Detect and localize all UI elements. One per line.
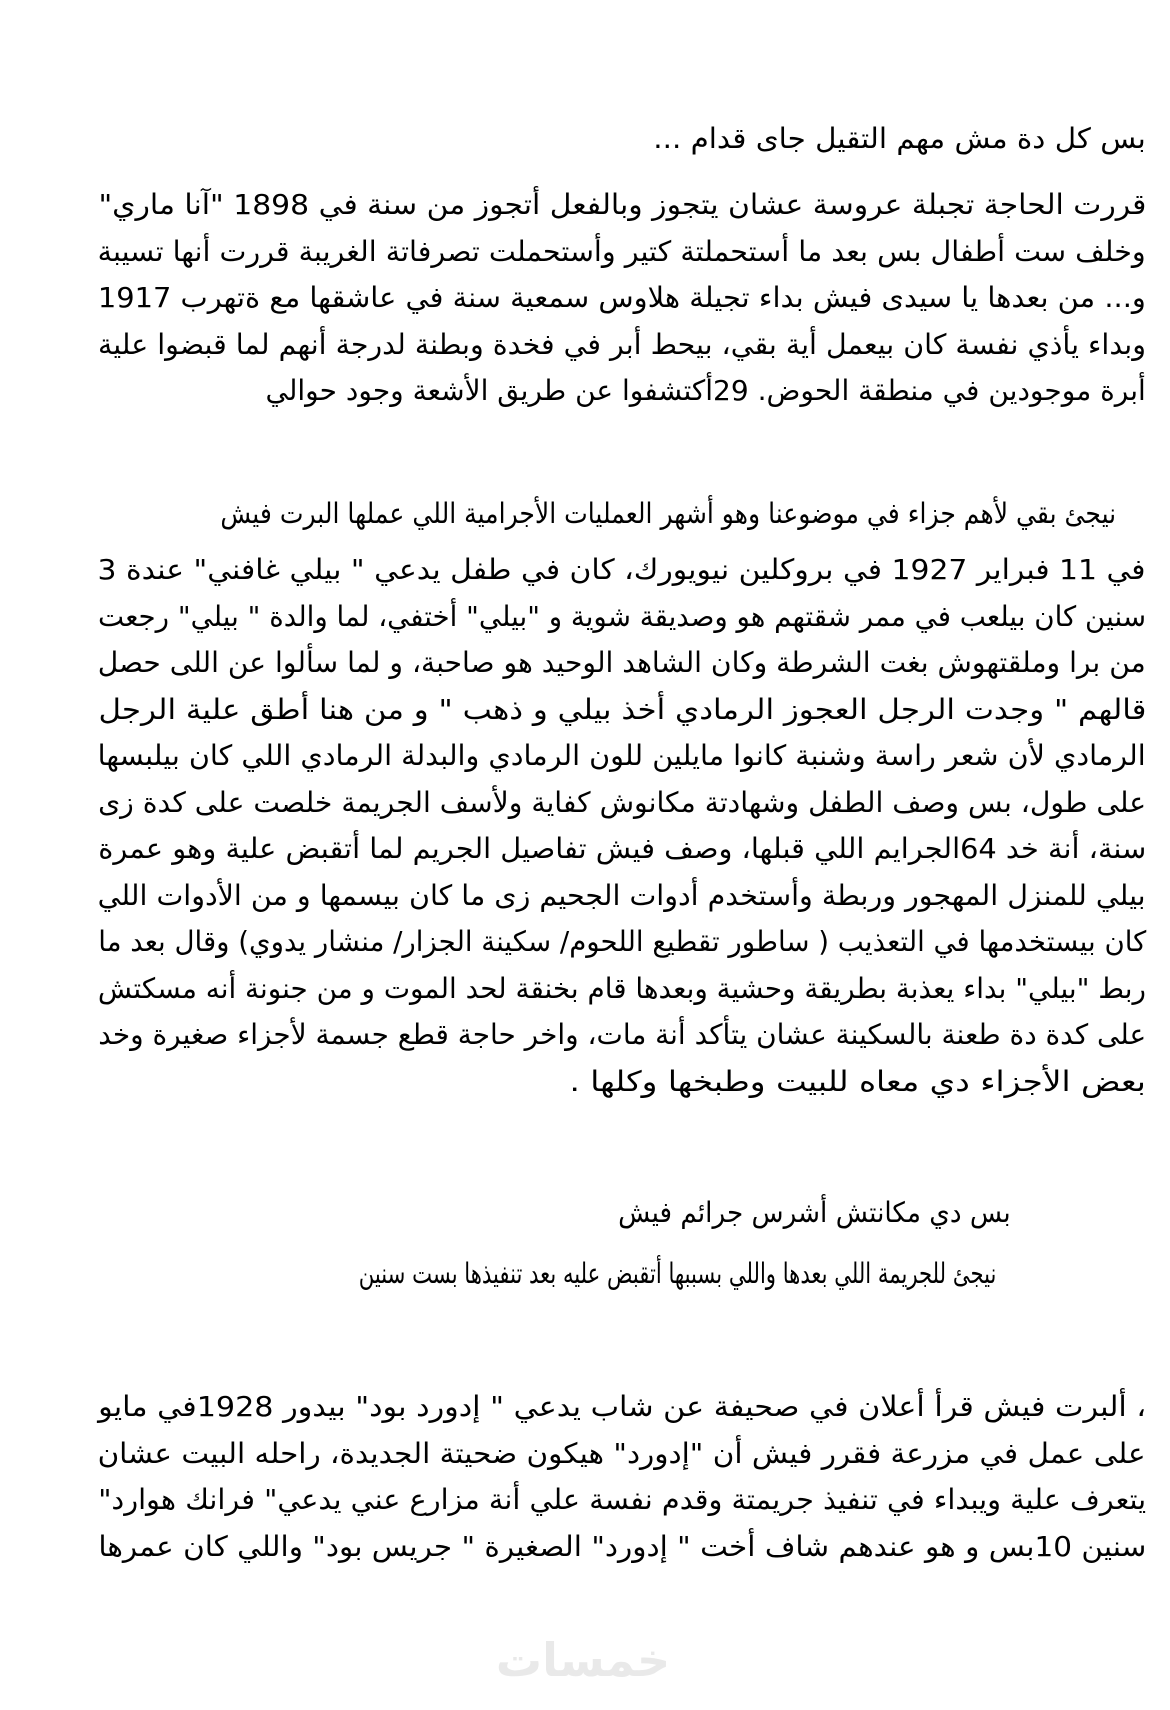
text-line: [98, 733, 1146, 780]
text-line: [98, 182, 1146, 229]
text-line-content: يتعرف علية ويبداء في تنفيذ جريمتة وقدم نفسة علي أنة مزارع عني يدعي" فرانك هوارد": [98, 1483, 1146, 1516]
text-line-content: من برا وملقتهوش بغت الشرطة وكان الشاهد الوحيد هو صاحبة، و لما سألوا عن اللى حصل: [98, 646, 1146, 679]
lead-crimes: [98, 491, 1146, 538]
text-line: [98, 229, 1146, 276]
text-line-content: على كدة دة طعنة بالسكينة عشان يتأكد أنة مات، واخر حاجة قطع جسمة لأجزاء صغيرة وخد: [98, 1018, 1146, 1051]
text-line-content: قررت الحاجة تجبلة عروسة عشان يتجوز وبالفعل أتجوز من سنة في 1898 "آنا ماري": [98, 188, 1146, 221]
text-line-content: على طول، بس وصف الطفل وشهادتة مكانوش كفاية ولأسف الجريمة خلصت على كدة زى: [98, 785, 1146, 819]
text-line: [98, 491, 1146, 538]
text-line: [98, 1190, 1146, 1237]
text-line: [98, 826, 1146, 873]
text-line-content: على عمل في مزرعة فقرر فيش أن "إدورد" هيكون ضحيتة الجديدة، راحله البيت عشان: [98, 1436, 1146, 1470]
para-gaffney: [98, 547, 1146, 1105]
text-line: [98, 966, 1146, 1013]
text-line: [98, 594, 1146, 641]
line-not-fiercest: [98, 1190, 1146, 1237]
line-next-crime: [98, 1251, 1146, 1298]
text-line-content: أبرة موجودين في منطقة الحوض. 29أكتشفوا عن طريق الأشعة وجود حوالي: [265, 374, 1146, 407]
text-line: [98, 687, 1146, 734]
text-line: [98, 1384, 1146, 1431]
text-line-content: وبداء يأذي نفسة كان بيعمل أية بقي، بيحط أبر في فخدة وبطنة لدرجة أنهم لما قبضوا علية: [98, 327, 1146, 361]
text-line: [98, 1477, 1146, 1524]
para-marriage: [98, 182, 1146, 415]
text-line: [98, 116, 1146, 163]
text-line-content: بس دي مكانتش أشرس جرائم فيش: [618, 1196, 1011, 1229]
text-line: [98, 873, 1146, 920]
para-budd: [98, 1384, 1146, 1570]
text-line: [98, 275, 1146, 322]
text-line: [98, 1059, 1146, 1106]
text-line: [98, 368, 1146, 415]
text-line-content: سنين كان بيلعب في ممر شقتهم هو وصديقة شوية و "بيلي" أختفي، لما والدة " بيلي" رجعت: [98, 599, 1146, 633]
text-line: [98, 322, 1146, 369]
text-line: [98, 1431, 1146, 1478]
text-line-content: سنين 10بس و هو عندهم شاف أخت " إدورد" الصغيرة " جريس بود" واللي كان عمرها: [98, 1529, 1146, 1563]
text-line: [98, 1251, 1146, 1298]
text-line: [98, 640, 1146, 687]
text-line-content: كان بيستخدمها في التعذيب ( ساطور تقطيع اللحوم/ سكينة الجزار/ منشار يدوي) وقال بعد ما: [98, 925, 1146, 958]
text-line: [98, 1012, 1146, 1059]
text-line: [98, 1524, 1146, 1571]
text-line-content: سنة، أنة خد 64الجرايم اللي قبلها، وصف فيش تفاصيل الجريم لما أتقبض علية وهو عمرة: [98, 832, 1146, 865]
text-line-content: بس كل دة مش مهم التقيل جاى قدام ...: [653, 122, 1146, 155]
text-line-content: نيجئ للجريمة اللي بعدها واللي بسببها أتقبض عليه بعد تنفيذها بست سنين: [358, 1257, 996, 1290]
text-line: [98, 919, 1146, 966]
text-line-content: ربط "بيلي" بداء يعذبة بطريقة وحشية وبعدها قام بخنقة لحد الموت و من جنونة أنه مسكتش: [98, 971, 1146, 1005]
intro-line: [98, 116, 1146, 163]
text-line-content: نيجئ بقي لأهم جزاء في موضوعنا وهو أشهر العمليات الأجرامية اللي عملها البرت فيش: [220, 497, 1116, 530]
text-line-content: بعض الأجزاء دي معاه للبيت وطبخها وكلها .: [569, 1064, 1146, 1098]
text-line: [98, 780, 1146, 827]
text-line-content: بيلي للمنزل المهجور وربطة وأستخدم أدوات الجحيم زى ما كان بيسمها و من الأدوات اللي: [98, 878, 1146, 912]
text-line-content: وخلف ست أطفال بس بعد ما أستحملتة كتير وأستحملت تصرفاتة الغريبة قررت أنها تسيبة: [98, 234, 1146, 268]
text-line-content: ، ألبرت فيش قرأ أعلان في صحيفة عن شاب يدعي " إدورد بود" بيدور 1928في مايو: [98, 1390, 1146, 1423]
text-line-content: و... من بعدها يا سيدى فيش بداء تجيلة هلاوس سمعية سنة في عاشقها مع ةتهرب 1917: [98, 281, 1146, 314]
text-line-content: قالهم " وجدت الرجل العجوز الرمادي أخذ بيلي و ذهب " و من هنا أطق علية الرجل: [98, 692, 1146, 726]
text-line-content: الرمادي لأن شعر راسة وشنبة كانوا مايلين للون الرمادي والبدلة الرمادي اللي كان بيلبسها: [98, 739, 1146, 772]
text-line-content: في 11 فبراير 1927 في بروكلين نيويورك، كان في طفل يدعي " بيلي غافني" عندة 3: [98, 553, 1146, 586]
text-line: [98, 547, 1146, 594]
watermark-khamsat: خمسات: [495, 1633, 671, 1687]
